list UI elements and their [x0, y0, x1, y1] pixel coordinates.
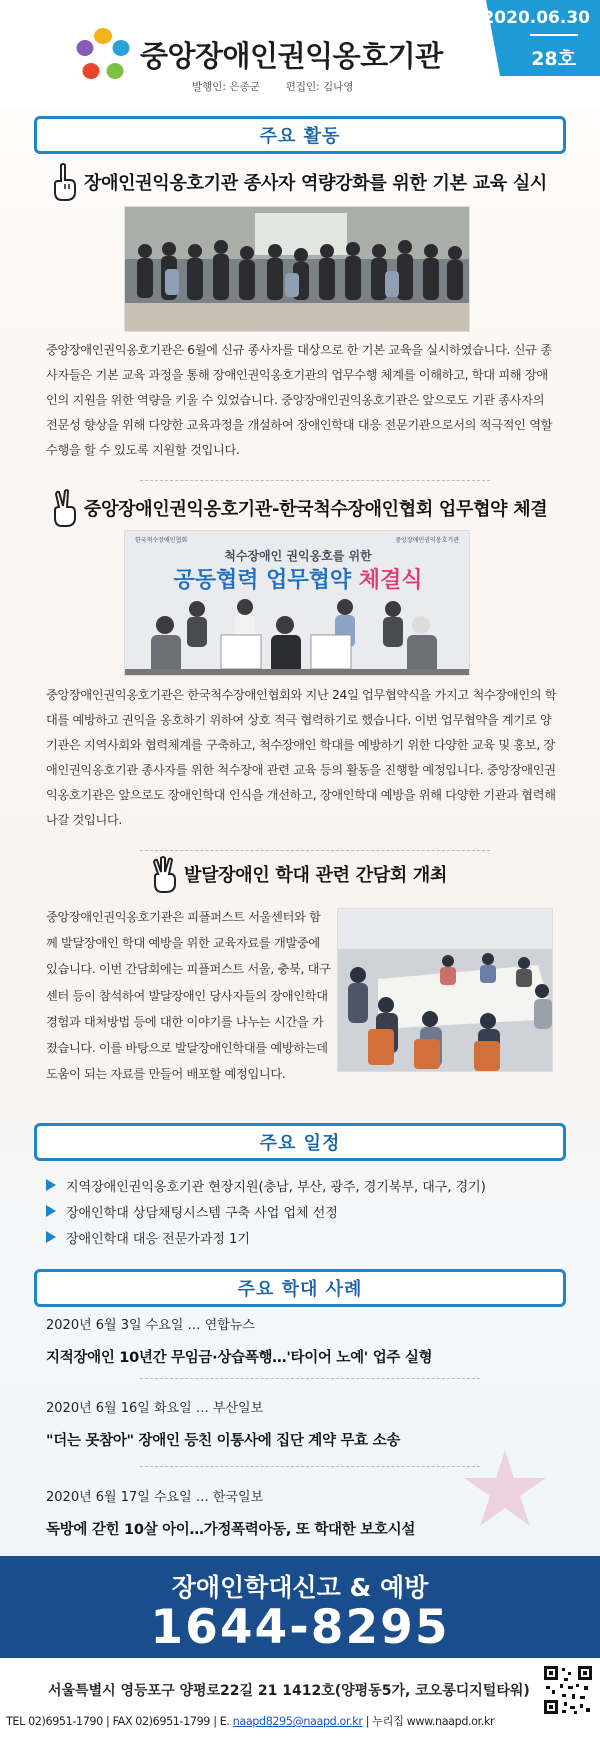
footer: [0, 1658, 600, 1739]
issue-divider: [530, 34, 578, 36]
case-meta: 2020년 6월 16일 화요일 … 부산일보: [46, 1401, 264, 1416]
hotline-number[interactable]: 1644-8295: [150, 1600, 450, 1655]
photo-org-left: 한국척수장애인협회: [135, 537, 188, 544]
dashed-divider: [140, 1466, 480, 1467]
schedule-list: [46, 1172, 566, 1250]
dashed-divider: [140, 1378, 480, 1379]
issue-date: 2020.06.30: [482, 8, 590, 28]
case-title: 독방에 갇힌 10살 아이…가정폭력아동, 또 학대한 보호시설: [46, 1522, 416, 1538]
article-2-photo: [124, 530, 470, 676]
org-name: 중앙장애인권익옹호기관: [140, 39, 443, 73]
schedule-item: 장애인학대 대응 전문가과정 1기: [46, 1224, 566, 1250]
section-banner-schedule: [34, 1123, 566, 1161]
meeting-photo-image: [338, 909, 553, 1072]
signing-people-image: [125, 595, 470, 676]
case-title: "더는 못참아" 장애인 등친 이통사에 집단 계약 무효 소송: [46, 1433, 401, 1449]
article-2-body: 중앙장애인권익옹호기관은 한국척수장애인협회와 지난 24일 업무협약식을 가지고 척수장애인의 학대를 예방하고 권익을 옹호하기 위하여 상호 적극 협력하기로 했습니다. 이번 업무협약을 계기로 양 기관은 지역사회와 협력체계를 구축하고, 척수장애인 학대를 예방하기 위한 다양한 교육 및 홍보, 장애인권익옹호기관 종사자를 위한 척수장애 관련 교육 등의 활동을 진행할 예정입니다. 중앙장애인권익옹호기관은 앞으로도 장애인학대 인식을 개선하고, 장애인학대 예방을 위해 다양한 기관과 협력해 나갈 것입니다.: [46, 688, 557, 827]
hotline-label: 장애인학대신고 & 예방: [171, 1573, 429, 1602]
article-3-photo: [337, 908, 553, 1072]
article-3-body: 중앙장애인권익옹호기관은 피플퍼스트 서울센터와 함께 발달장애인 학대 예방을 위한 교육자료를 개발중에 있습니다. 이번 간담회에는 피플퍼스트 서울, 충북, 대구센터 등이 참석하여 발달장애인 당사자들의 장애인학대 경험과 대처방법 등에 대한 이야기를 나누는 시간을 가졌습니다. 이를 바탕으로 발달장애인학대를 예방하는데 도움이 되는 자료를 만들어 배포할 예정입니다.: [46, 910, 331, 1082]
footer-contact: TEL 02)6951-1790 | FAX 02)6951-1799 | E. naapd8295@naapd.or.kr | 누리집 www.naapd.or.kr: [6, 1715, 495, 1728]
publisher: 발행인: 은종군: [192, 81, 260, 93]
photo-banner-top: 척수장애인 권익옹호를 위한: [224, 549, 372, 563]
group-photo-image: [125, 207, 470, 332]
triangle-bullet-icon: [46, 1179, 56, 1191]
footer-tel: TEL 02)6951-1790: [6, 1715, 103, 1728]
footer-fax: FAX 02)6951-1799: [112, 1715, 211, 1728]
header: [0, 0, 600, 108]
article-3-heading: [150, 854, 447, 894]
publisher-line: [192, 79, 353, 94]
case-item: [46, 1397, 566, 1450]
section-banner-activities: [34, 116, 566, 154]
section-title: 주요 활동: [259, 126, 341, 147]
footer-email-label: E.: [219, 1715, 230, 1728]
footer-email-link[interactable]: naapd8295@naapd.or.kr: [232, 1715, 363, 1728]
case-meta: 2020년 6월 3일 수요일 … 연합뉴스: [46, 1318, 255, 1333]
dashed-divider: [140, 480, 490, 481]
article-1-heading: [50, 162, 547, 202]
org-logo-icon: [74, 26, 132, 84]
article-2-heading: [50, 488, 547, 528]
case-meta: 2020년 6월 17일 수요일 … 한국일보: [46, 1490, 264, 1505]
one-finger-hand-icon: [50, 162, 78, 202]
photo-org-right: 중앙장애인권익옹호기관: [395, 537, 459, 544]
dashed-divider: [140, 850, 490, 851]
case-title: 지적장애인 10년간 무임금·상습폭행…'타이어 노예' 업주 실형: [46, 1350, 433, 1366]
two-finger-hand-icon: [50, 488, 78, 528]
hotline-banner: [0, 1556, 600, 1658]
schedule-item: 장애인학대 상담채팅시스템 구축 사업 업체 선정: [46, 1198, 566, 1224]
footer-address: 서울특별시 영등포구 양평로22길 21 1412호(양평동5가, 코오롱디지털타워): [48, 1683, 530, 1699]
article-1-photo: [124, 206, 470, 332]
triangle-bullet-icon: [46, 1231, 56, 1243]
schedule-item: 지역장애인권익옹호기관 현장지원(충남, 부산, 광주, 경기북부, 대구, 경기): [46, 1172, 566, 1198]
article-title: 장애인권익옹호기관 종사자 역량강화를 위한 기본 교육 실시: [84, 173, 547, 194]
issue-number: 28호: [531, 48, 576, 70]
three-finger-hand-icon: [150, 854, 178, 894]
section-title: 주요 일정: [259, 1133, 341, 1154]
case-item: [46, 1314, 566, 1367]
case-item: [46, 1486, 566, 1539]
article-title: 중앙장애인권익옹호기관-한국척수장애인협회 업무협약 체결: [84, 499, 548, 520]
section-banner-cases: [34, 1269, 566, 1307]
section-title: 주요 학대 사례: [237, 1279, 363, 1300]
triangle-bullet-icon: [46, 1205, 56, 1217]
footer-web[interactable]: 누리집 www.naapd.or.kr: [372, 1715, 495, 1728]
qr-code-icon[interactable]: [542, 1664, 594, 1716]
editor: 편집인: 김나영: [285, 81, 354, 93]
photo-banner-main: 공동협력 업무협약 체결식: [173, 568, 423, 593]
article-1-body: 중앙장애인권익옹호기관은 6월에 신규 종사자를 대상으로 한 기본 교육을 실시하였습니다. 신규 종사자들은 기본 교육 과정을 통해 장애인권익옹호기관의 업무수행 체계를 이해하고, 학대 피해 장애인의 지원을 위한 역량을 키울 수 있었습니다. 중앙장애인권익옹호기관은 앞으로도 기관 종사자의 전문성 향상을 위해 다양한 교육과정을 개설하여 장애인학대 대응 전문기관으로서의 적극적인 역할 수행을 할 수 있도록 지원할 것입니다.: [46, 343, 553, 457]
article-title: 발달장애인 학대 관련 간담회 개최: [184, 865, 448, 886]
